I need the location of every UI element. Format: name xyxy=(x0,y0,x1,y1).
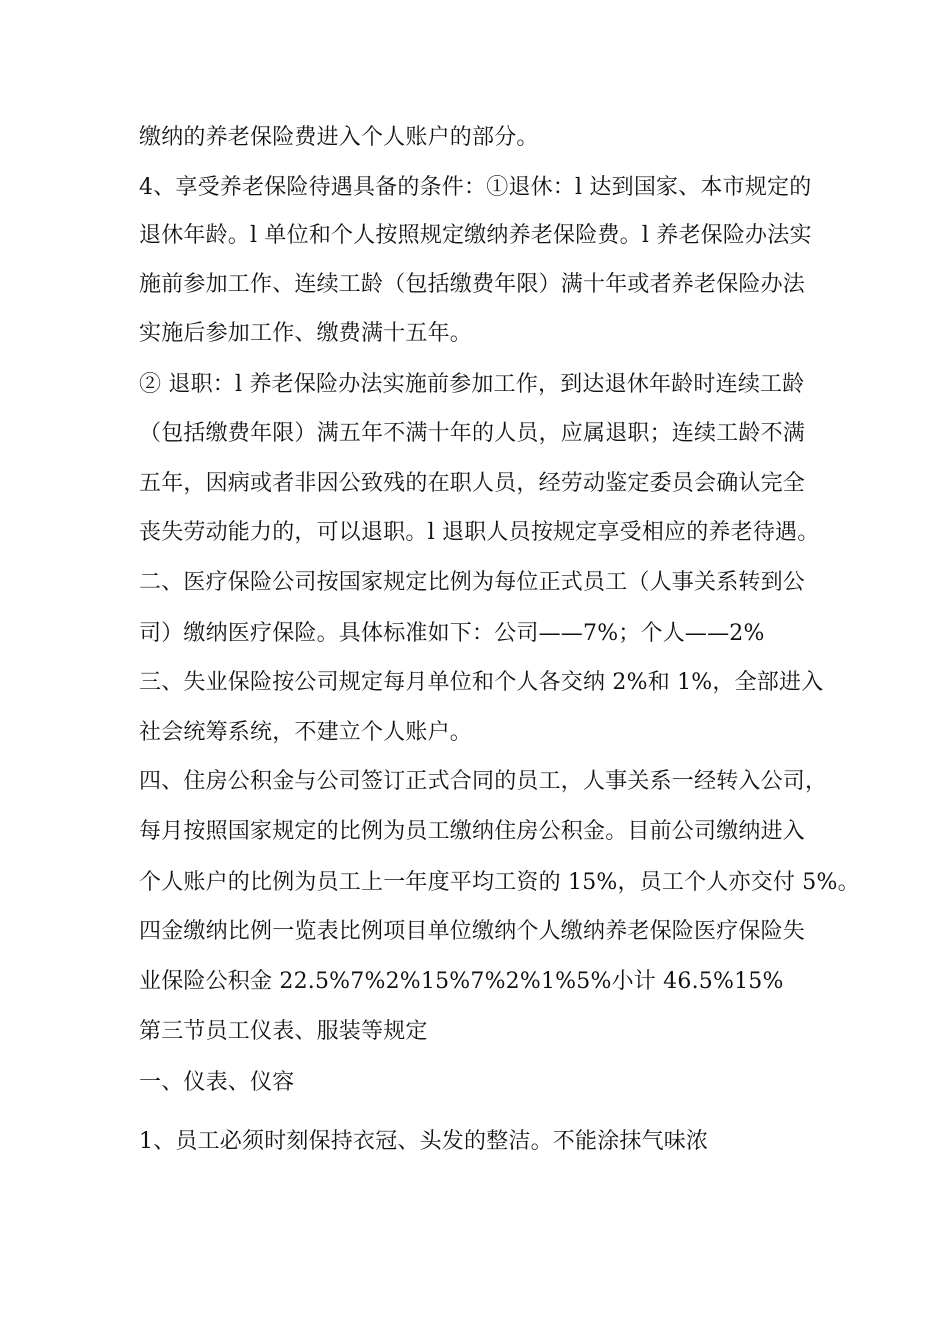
text-line-1: 缴纳的养老保险费进入个人账户的部分。 xyxy=(139,125,539,150)
text-line-3: 退休年龄。l 单位和个人按照规定缴纳养老保险费。l 养老保险办法实 xyxy=(139,223,812,248)
text-line-14: 四、住房公积金与公司签订正式合同的员工，人事关系一经转入公司， xyxy=(139,769,828,794)
text-line-17: 四金缴纳比例一览表比例项目单位缴纳个人缴纳养老保险医疗保险失 xyxy=(139,919,806,944)
text-line-2: 4、享受养老保险待遇具备的条件：①退休：l 达到国家、本市规定的 xyxy=(139,175,812,200)
text-line-11: 司）缴纳医疗保险。具体标准如下：公司——7%；个人——2% xyxy=(139,621,765,646)
subsection-heading: 一、仪表、仪容 xyxy=(139,1070,295,1095)
text-line-21: 1、员工必须时刻保持衣冠、头发的整洁。不能涂抹气味浓 xyxy=(139,1129,709,1154)
text-line-6: ② 退职：l 养老保险办法实施前参加工作，到达退休年龄时连续工龄 xyxy=(139,372,805,397)
text-line-4: 施前参加工作、连续工龄（包括缴费年限）满十年或者养老保险办法 xyxy=(139,272,806,297)
text-line-7: （包括缴费年限）满五年不满十年的人员，应属退职；连续工龄不满 xyxy=(139,421,806,446)
section-heading: 第三节员工仪表、服装等规定 xyxy=(139,1019,428,1044)
text-line-9: 丧失劳动能力的，可以退职。l 退职人员按规定享受相应的养老待遇。 xyxy=(139,520,820,545)
text-line-15: 每月按照国家规定的比例为员工缴纳住房公积金。目前公司缴纳进入 xyxy=(139,819,806,844)
text-line-8: 五年，因病或者非因公致残的在职人员，经劳动鉴定委员会确认完全 xyxy=(139,471,806,496)
text-line-18: 业保险公积金 22.5%7%2%15%7%2%1%5%小计 46.5%15% xyxy=(139,969,784,994)
text-line-13: 社会统筹系统，不建立个人账户。 xyxy=(139,720,473,745)
text-line-10: 二、医疗保险公司按国家规定比例为每位正式员工（人事关系转到公 xyxy=(139,570,806,595)
text-line-5: 实施后参加工作、缴费满十五年。 xyxy=(139,321,473,346)
text-line-16: 个人账户的比例为员工上一年度平均工资的 15%，员工个人亦交付 5%。 xyxy=(139,870,860,895)
text-line-12: 三、失业保险按公司规定每月单位和个人各交纳 2%和 1%，全部进入 xyxy=(139,670,824,695)
